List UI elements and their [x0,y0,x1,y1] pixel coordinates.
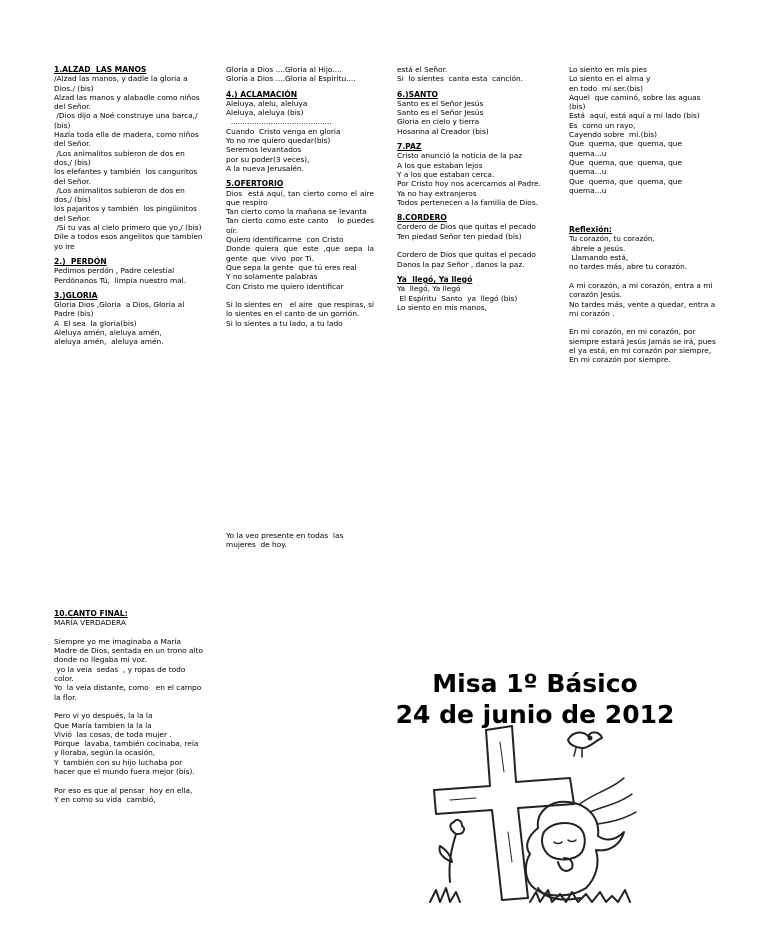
lyric-line: /Dios dijo a Noé construye una barca,/ (bis) [54,111,200,130]
lyric-line: Que quema, que quema, que quema...u [569,157,685,177]
lyric-line: Si lo sientes a tu lado, a tu lado [226,318,343,328]
lyric-line: por su poder(3 veces), [226,154,310,164]
lyric-line [569,318,719,327]
lyric-line: Gloria Dios ,Gloria a Dios, Gloria al Padre (bis) [54,300,187,319]
song-heading-ofertorio: 5.OFERTORIO [226,179,284,189]
lyric-line: Cordero de Dios que quitas el pecado [397,250,536,260]
lyric-line: Aleluya, aleluya (bis) [226,108,304,118]
lyric-line: Y también con su hijo luchaba por hacer que el mundo fuera mejor (bis). [54,757,195,777]
lyric-line: Llamando está, [569,253,629,263]
lyric-line: Donde quiera que este ,que sepa la gente que vivo por Ti. [226,244,377,263]
lyric-line: El Espíritu Santo ya llegó (bis) [397,293,518,303]
lyric-line: Si lo sientes en el aire que respiras, si lo sientes en el canto de un gorrión. [226,300,377,319]
lyric-line: está el Señor. [397,65,448,74]
lyric-line: Cordero de Dios que quitas el pecado [397,222,536,232]
lyric-line: En mi corazón por siempre. [569,355,671,365]
lyric-line: Perdónanos Tú, limpia nuestro mal. [54,275,187,285]
lyric-line: Quiero identificarme con Cristo [226,235,344,245]
lyric-line: los pajaritos y también los pingüinitos del Señor. [54,204,200,223]
lyric-line: Yo no me quiero quedar(bis) [226,136,331,146]
lyric-line: Lo siento en mis manos, [397,302,487,312]
song-heading-cordero: 8.CORDERO [397,213,447,223]
column-3 [397,65,547,312]
lyric-line: Hazla toda ella de madera, como niños del Señor. [54,130,202,149]
lyric-line: Gloria a Dios ....Gloria al Hijo.... [226,65,342,74]
reflection-lyrics [569,234,719,364]
lyric-line: Es como un rayo, [569,120,636,130]
lyric-line: Que sepa la gente que tú eres real [226,262,357,272]
song-heading-aclamacion: 4.) ACLAMACIÓN [226,89,298,99]
song-heading-gloria: 3.)GLORIA [54,290,98,300]
lyric-line: Y a los que estaban cerca. [397,169,495,179]
lyric-line: Cristo anunció la noticia de la paz [397,151,523,161]
song-lyrics-aclamacion [226,99,374,173]
lyric-line: Ya no hay extranjeros [397,188,477,198]
lyric-line: Cayendo sobre mi.(bis) [569,130,658,140]
lyric-line: Tu corazón, tu corazón, [569,234,655,244]
lyric-line: Y no solamente palabras [226,272,318,282]
lyric-line: Tan cierto como la mañana se levanta [226,207,367,217]
lyric-line: Por eso es que al pensar hoy en ella, [54,785,193,795]
song-lyrics-paz [397,151,547,207]
cross-with-praying-girl-illustration [420,712,650,912]
lyric-line: ábrele a Jesús. [569,243,626,253]
lyric-line [569,272,719,281]
lyric-line: Pero vi yo después, la la la [54,711,153,721]
song-lyrics-perdon [54,266,204,285]
lyric-line: Dios está aquí, tan cierto como el aire que respiro [226,188,379,207]
lyric-line: los elefantes y también los canguritos del Señor. [54,167,200,186]
lyric-line: Que quema, que quema, que quema...u [569,139,685,158]
song-heading-ya-llego: Ya llegó, Ya llegó [397,274,473,284]
lyric-line: Todos pertenecen a la familia de Dios. [397,197,539,207]
song-lyrics-gloria-cont [226,65,374,84]
lyric-line: yo la veía sedas , y ropas de todo color. [54,664,188,684]
lyric-line: Seremos levantados [226,145,302,155]
column-1 [54,65,204,347]
song-lyrics-gloria [54,300,204,346]
lyric-line: Aquel que caminó, sobre las aguas (bis) [569,92,703,112]
song-heading-alzad: 1.ALZAD LAS MANOS [54,65,147,74]
lyric-line: A mi corazón, a mi corazón, entra a mi corazón Jesús. [569,280,715,300]
lyric-line: Tan cierto como este canto lo puedes oír. [226,216,377,235]
reflection-heading: Reflexión: [569,225,612,235]
song-heading-paz: 7.PAZ [397,142,422,152]
lyric-line: En mi corazón, en mi corazón, por siempre estará Jesús Jamás se irá, pues el ya está, en mi corazón por siempre, [569,327,719,356]
lyric-line: /Alzad las manos, y dadle la gloria a Dios./ (bis) [54,74,190,93]
song-heading-santo: 6.)SANTO [397,89,438,99]
lyric-line: Ten piedad Señor ten piedad (bis) [397,231,522,241]
lyric-line: Que quema, que quema, que quema...u [569,176,685,195]
lyric-line: ........................................... [226,117,332,127]
lyric-line: /Los animalitos subieron de dos en dos,/ (bis) [54,185,188,205]
lyric-line: Gloria en cielo y tierra [397,117,480,127]
lyric-line: aleluya amén, aleluya amén. [54,337,164,347]
lyric-line: Lo siento en mis pies [569,65,647,74]
song-heading-perdon: 2.) PERDÓN [54,256,107,266]
song-heading-canto-final: 10.CANTO FINAL: [54,609,128,618]
lyric-line: Porque lavaba, también cocinaba, reía y lloraba, según la ocasión, [54,739,201,758]
lyric-line: Si lo sientes canta esta canción. [397,74,524,84]
lyric-line: No tardes más, vente a quedar, entra a mi corazón . [569,299,718,318]
lyric-line [54,702,204,711]
song-lyrics-maria [54,628,204,805]
lyric-line: Y en como su vida cambió, [54,794,156,804]
lyric-line: no tardes más, abre tu corazón. [569,262,688,272]
lyric-line: Alzad las manos y alabadle como niños del Señor. [54,92,202,112]
song-lyrics-ofertorio-cont [397,65,547,84]
lyric-line: Ya llegó, Ya llegó [397,284,461,294]
lyric-line: Yo la veía distante, como en el campo la flor. [54,683,204,702]
lyric-line: A los que estaban lejos [397,160,483,170]
lyric-line: /Los animalitos subieron de dos en dos,/ (bis) [54,148,188,167]
lyric-line: Siempre yo me imaginaba a María Madre de Dios, sentada en un trono alto donde no llegaba mi voz. [54,636,206,665]
lyric-line: Aleluya amén, aleluya amén, [54,328,162,338]
lyric-line: Dile a todos esos angelitos que tambien yo ire [54,232,205,251]
song-lyrics-ya-llego-cont [569,65,719,195]
column-2 [226,65,379,328]
song-subheading-maria: MARÍA VERDADERA [54,618,126,628]
cover-title-line1: Misa 1º Básico [432,669,638,698]
lyric-line: Lo siento en el alma y [569,74,651,84]
lyric-line: Aleluya, alelu, aleluya [226,98,308,108]
lyric-line: /Si tu vas al cielo primero que yo,/ (bis) [54,223,202,233]
lyric-line [226,291,374,300]
column-2-bottom [226,531,374,550]
song-lyrics-ya-llego [397,284,547,312]
lyric-line: Está aquí, está aquí a mi lado (bis) [569,111,700,121]
lyric-line: Cuando Cristo venga en gloria [226,126,341,136]
song-lyrics-maria-cont [226,531,374,550]
lyric-line [54,776,204,785]
lyric-line: Santo es el Señor Jesús [397,98,484,108]
song-lyrics-alzad [54,74,204,251]
lyric-line: A El sea la gloria(bis) [54,318,137,328]
lyric-line: Por Cristo hoy nos acercamos al Padre. [397,179,541,189]
lyric-line: Que María tambien la la la [54,720,152,730]
song-lyrics-ofertorio [226,188,379,328]
song-lyrics-santo [397,99,547,136]
column-5 [54,609,204,804]
column-4 [569,65,719,365]
lyric-line: Vivió las cosas, de toda mujer . [54,729,172,739]
lyric-line [54,628,204,637]
lyric-line: Con Cristo me quiero identificar [226,281,344,291]
lyric-line: Santo es el Señor Jesús [397,108,484,118]
lyric-line: Danos la paz Señor , danos la paz. [397,259,525,269]
lyric-line: Hosanna al Creador (bis) [397,126,489,136]
lyric-line: Pedimos perdón , Padre celestial [54,266,175,276]
lyric-line: Gloria a Dios ....Gloria al Espiritu.... [226,74,356,84]
cover-title-line2: 24 de junio de 2012 [395,700,675,729]
lyric-line: en todo mi ser.(bis) [569,83,643,93]
lyric-line: Yo la veo presente en todas las mujeres de hoy. [226,531,346,550]
lyric-line [397,241,547,250]
song-lyrics-cordero [397,222,547,268]
lyric-line: A la nueva Jerusalén. [226,163,304,173]
